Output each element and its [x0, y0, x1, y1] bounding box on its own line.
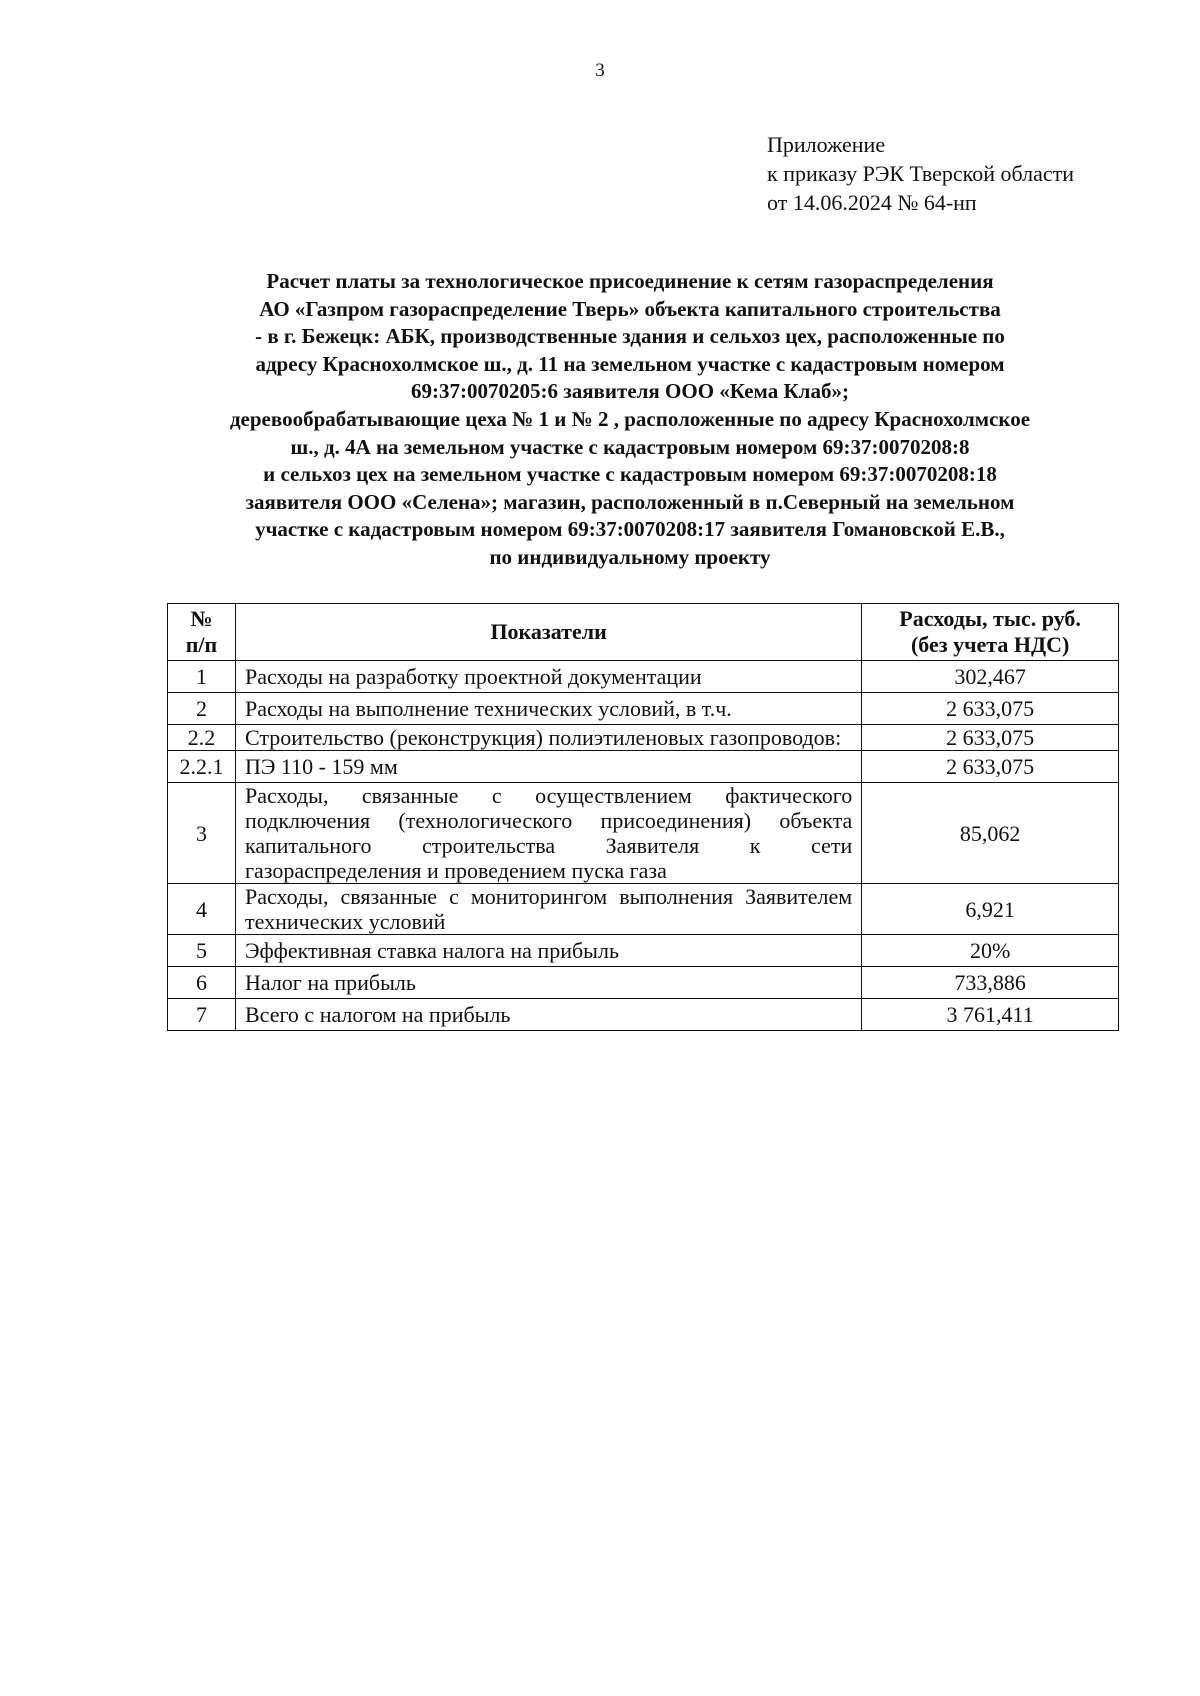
header-value-line1: Расходы, тыс. руб. [899, 606, 1081, 631]
title-line: 69:37:0070205:6 заявителя ООО «Кема Клаб»; [411, 379, 849, 404]
row-num: 3 [168, 783, 236, 884]
title-line: деревообрабатывающие цеха № 1 и № 2 , расположенные по адресу Краснохолмское [229, 406, 1031, 431]
appendix-line: от 14.06.2024 № 64-нп [767, 190, 977, 215]
title-line: по индивидуальному проекту [489, 544, 771, 569]
header-num [168, 604, 236, 661]
title-line: - в г. Бежецк: АБК, производственные здания и сельхоз цех, расположенные по [255, 324, 1005, 349]
table-row [168, 884, 1119, 935]
table-row [168, 751, 1119, 783]
row-value: 2 633,075 [862, 751, 1119, 783]
row-num: 5 [168, 935, 236, 967]
header-name: Показатели [235, 604, 861, 661]
row-value: 302,467 [862, 661, 1119, 693]
row-num: 6 [168, 967, 236, 999]
row-name: Расходы, связанные с мониторингом выполнения Заявителем технических условий [235, 884, 861, 935]
table-row [168, 725, 1119, 751]
title-line: ш., д. 4А на земельном участке с кадастровым номером 69:37:0070208:8 [290, 434, 970, 459]
row-name: Расходы, связанные с осуществлением фактического подключения (технологического присоединения) объекта капитального строительства Заявителя к сети газораспределения и проведением пуска газа [235, 783, 861, 884]
appendix-reference [767, 130, 1074, 217]
page-number: 3 [595, 60, 605, 81]
cost-table [167, 603, 1119, 1031]
row-name: Налог на прибыль [235, 967, 861, 999]
row-value: 2 633,075 [862, 725, 1119, 751]
header-value [862, 604, 1119, 661]
row-num: 7 [168, 999, 236, 1031]
row-value: 733,886 [862, 967, 1119, 999]
title-line: Расчет платы за технологическое присоединение к сетям газораспределения [266, 269, 994, 293]
table-row [168, 967, 1119, 999]
title-line: и сельхоз цех на земельном участке с кадастровым номером 69:37:0070208:18 [263, 462, 997, 487]
title-line: участке с кадастровым номером 69:37:0070208:17 заявителя Гомановской Е.В., [255, 517, 1005, 542]
table-row [168, 935, 1119, 967]
row-value: 6,921 [862, 884, 1119, 935]
row-num: 2.2 [168, 725, 236, 751]
row-name: ПЭ 110 - 159 мм [235, 751, 861, 783]
row-num: 4 [168, 884, 236, 935]
header-num-line2: п/п [185, 632, 218, 657]
row-num: 2.2.1 [168, 751, 236, 783]
table-row [168, 783, 1119, 884]
row-name: Строительство (реконструкция) полиэтиленовых газопроводов: [235, 725, 861, 751]
row-num: 2 [168, 693, 236, 725]
appendix-line: Приложение [767, 132, 886, 157]
title-line: заявителя ООО «Селена»; магазин, расположенный в п.Северный на земельном [245, 489, 1015, 514]
row-value: 3 761,411 [862, 999, 1119, 1031]
header-value-line2: (без учета НДС) [910, 632, 1070, 657]
row-name: Всего с налогом на прибыль [235, 999, 861, 1031]
table-row [168, 661, 1119, 693]
row-value: 85,062 [862, 783, 1119, 884]
row-name: Расходы на разработку проектной документации [235, 661, 861, 693]
row-name: Расходы на выполнение технических условий, в т.ч. [235, 693, 861, 725]
appendix-line: к приказу РЭК Тверской области [767, 161, 1075, 186]
table-row [168, 693, 1119, 725]
title-line: АО «Газпром газораспределение Тверь» объекта капитального строительства [259, 296, 1001, 321]
row-value: 20% [862, 935, 1119, 967]
document-title [150, 268, 1110, 572]
row-value: 2 633,075 [862, 693, 1119, 725]
table-row [168, 999, 1119, 1031]
row-name: Эффективная ставка налога на прибыль [235, 935, 861, 967]
title-line: адресу Краснохолмское ш., д. 11 на земельном участке с кадастровым номером [255, 351, 1005, 376]
table-header-row [168, 604, 1119, 661]
row-num: 1 [168, 661, 236, 693]
header-num-line1: № [190, 606, 213, 631]
